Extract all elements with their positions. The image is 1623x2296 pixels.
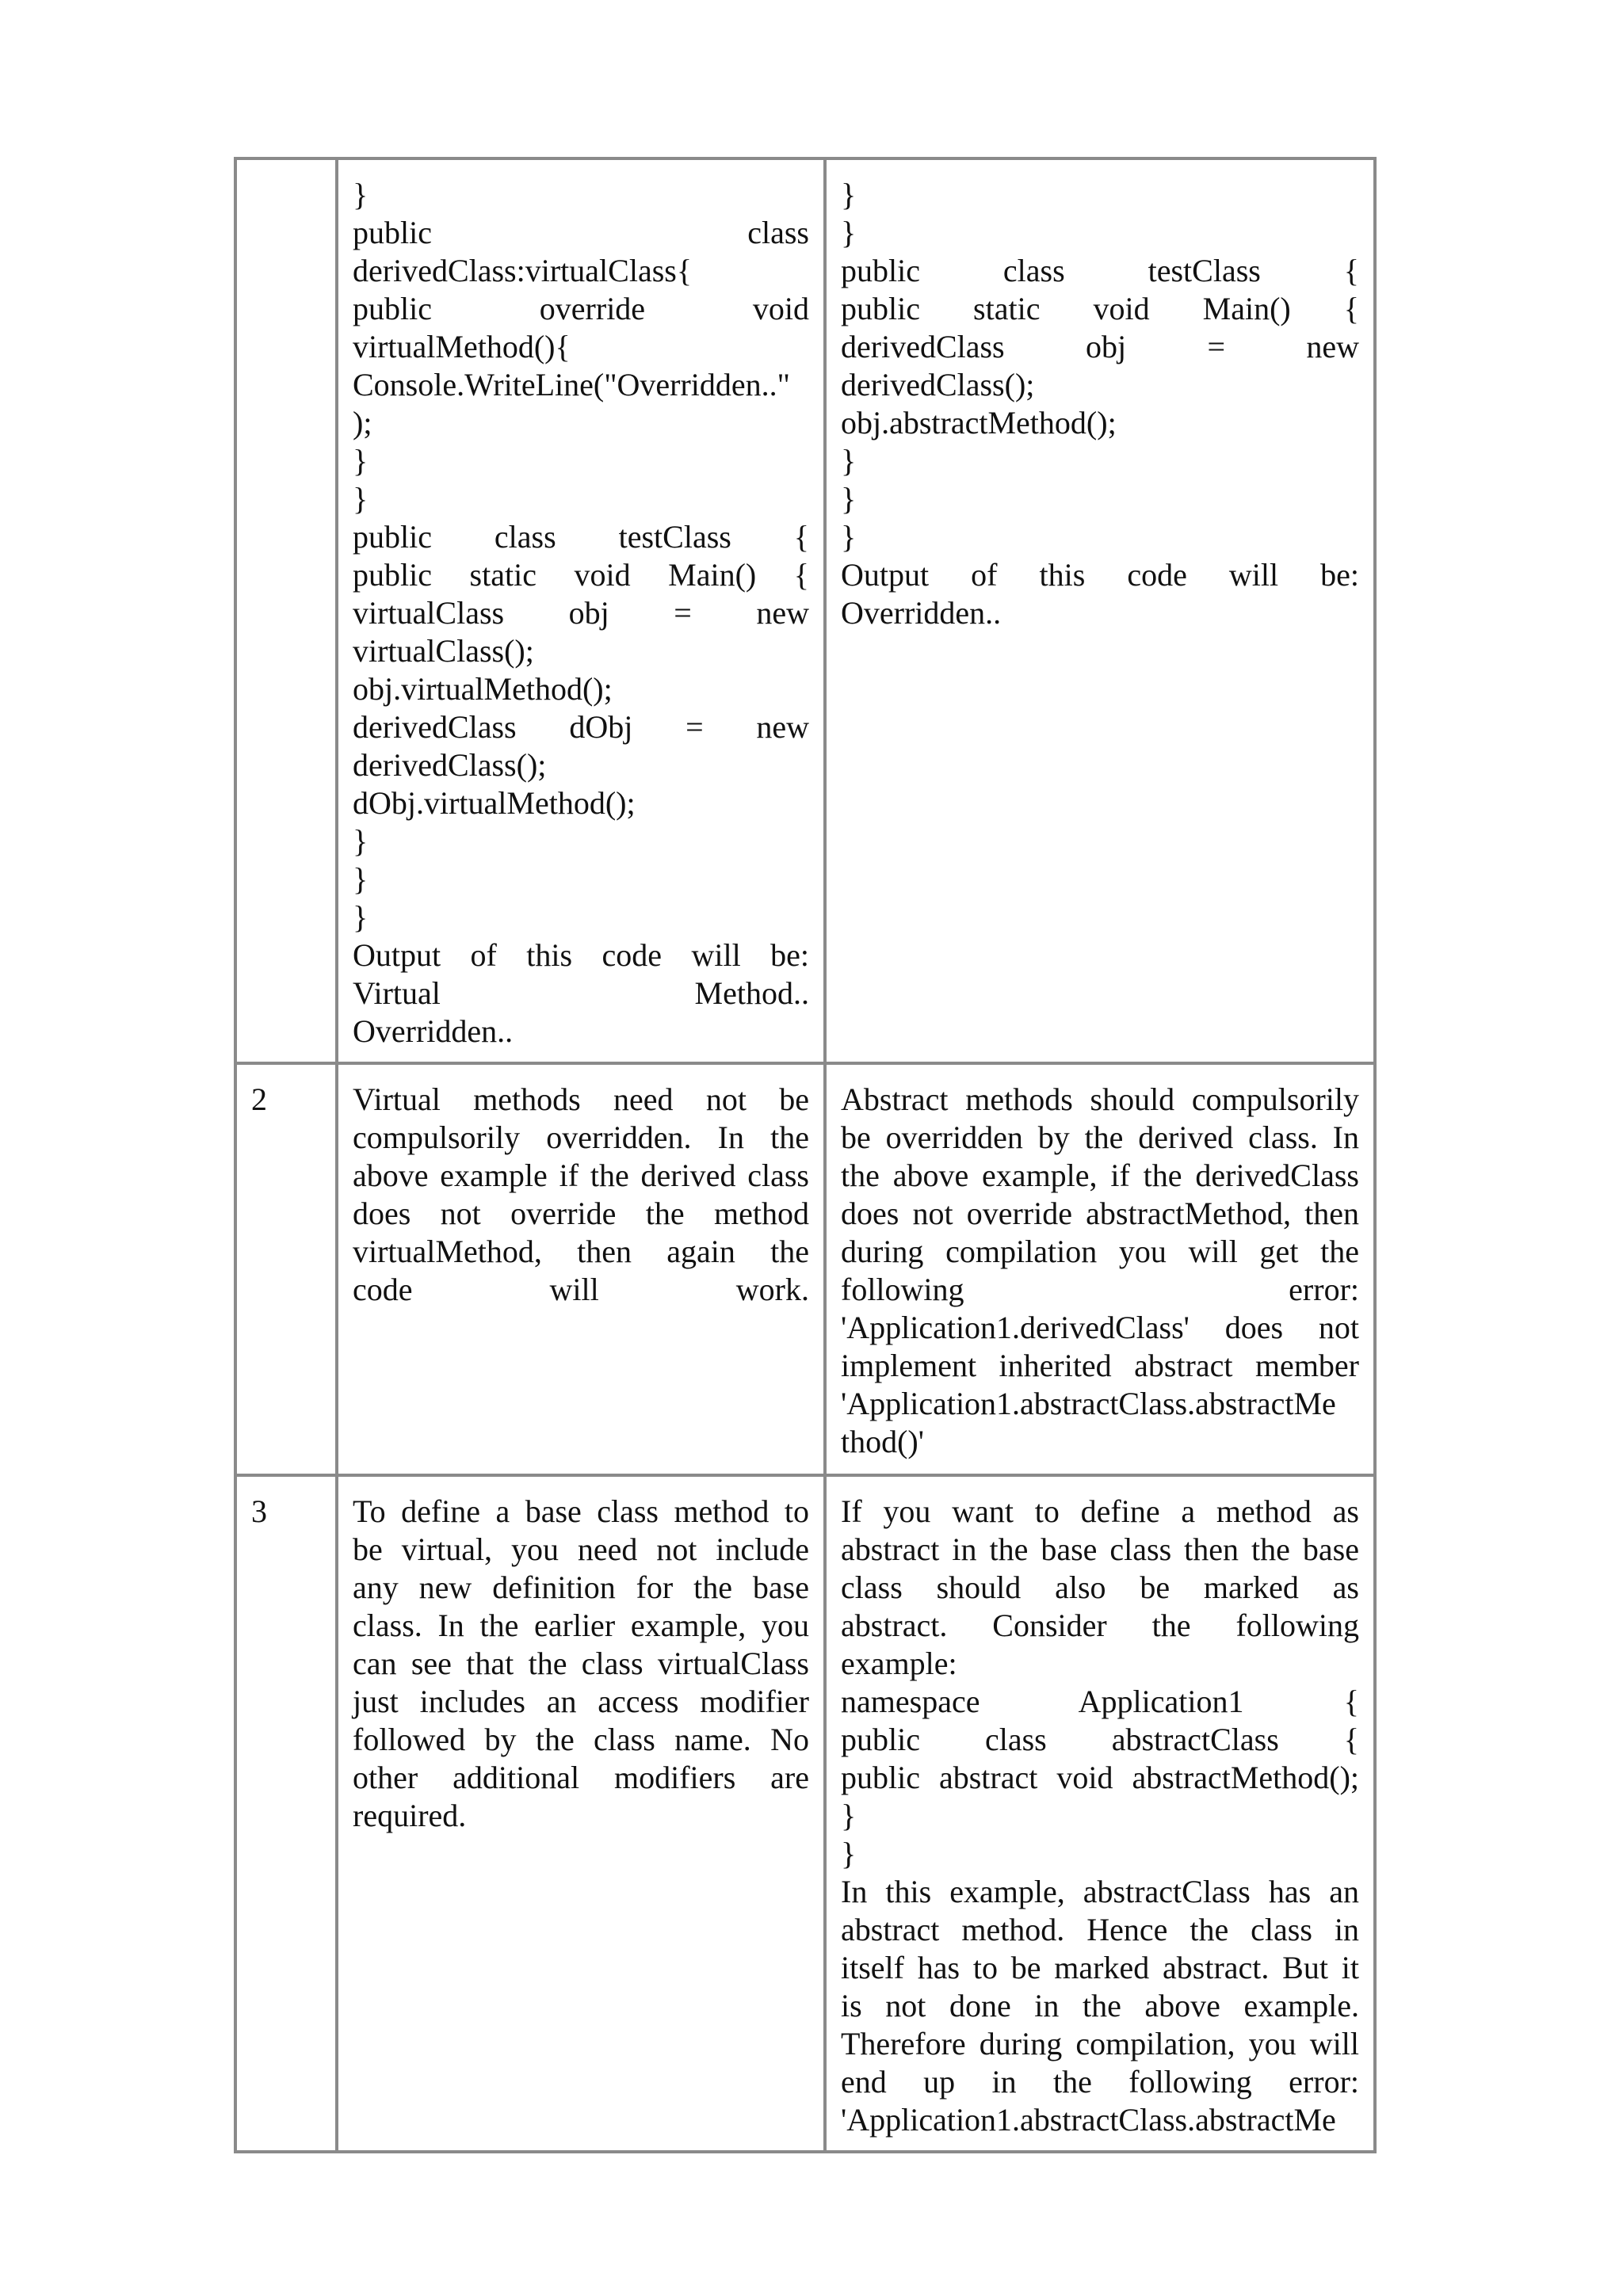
row-number-cell	[235, 1063, 337, 1475]
text-line: during compilation you will get the	[841, 1234, 1359, 1269]
text-line: class. In the earlier example, you	[353, 1608, 809, 1643]
text-line: Overridden..	[841, 595, 1002, 631]
text-line: itself has to be marked abstract. But it	[841, 1950, 1359, 1985]
text-line: does not override the method	[353, 1196, 809, 1231]
table-row	[235, 158, 1375, 1063]
text-line: Output of this code will be:	[353, 937, 809, 973]
row-number: 3	[251, 1493, 267, 1529]
text-line: To define a base class method to	[353, 1493, 809, 1529]
text-line: abstract in the base class then the base	[841, 1531, 1359, 1567]
text-line: }	[353, 899, 369, 935]
text-line: In this example, abstractClass has an	[841, 1874, 1359, 1909]
text-line: Output of this code will be:	[841, 557, 1359, 593]
text-line: class should also be marked as	[841, 1569, 1359, 1605]
text-line: derivedClass obj = new	[841, 329, 1359, 364]
text-line: public class	[353, 215, 809, 250]
text-line: example:	[841, 1646, 957, 1681]
text-line: public class abstractClass {	[841, 1722, 1359, 1757]
text-line: obj.virtualMethod();	[353, 671, 613, 707]
row-number: 2	[251, 1081, 267, 1117]
text-line: required.	[353, 1798, 467, 1833]
text-line: }	[841, 1798, 857, 1833]
text-line: }	[841, 1836, 857, 1871]
text-line: 'Application1.abstractClass.abstractMe	[841, 2102, 1336, 2138]
text-line: 'Application1.abstractClass.abstractMe	[841, 1386, 1336, 1421]
text-line: code will work.	[353, 1272, 809, 1307]
text-line: thod()'	[841, 1424, 924, 1459]
text-line: does not override abstractMethod, then	[841, 1196, 1359, 1231]
text-line: Overridden..	[353, 1013, 514, 1049]
table-row	[235, 1063, 1375, 1475]
abstract-method-cell	[825, 1063, 1375, 1475]
text-line: }	[353, 177, 369, 212]
row-number-cell	[235, 1475, 337, 2152]
text-line: Virtual methods need not be	[353, 1081, 809, 1117]
text-line: compulsorily overridden. In the	[353, 1119, 809, 1155]
text-line: can see that the class virtualClass	[353, 1646, 809, 1681]
text-line: public class testClass {	[353, 519, 809, 555]
text-line: }	[353, 443, 369, 479]
text-line: obj.abstractMethod();	[841, 405, 1117, 441]
text-line: public static void Main() {	[841, 291, 1359, 326]
text-line: public static void Main() {	[353, 557, 809, 593]
text-line: derivedClass dObj = new	[353, 709, 809, 745]
text-line: following error:	[841, 1272, 1359, 1307]
text-line: is not done in the above example.	[841, 1988, 1359, 2023]
text-line: Virtual Method..	[353, 975, 809, 1011]
text-line: }	[841, 481, 857, 517]
text-line: If you want to define a method as	[841, 1493, 1359, 1529]
text-line: 'Application1.derivedClass' does not	[841, 1310, 1359, 1345]
text-line: virtualMethod, then again the	[353, 1234, 809, 1269]
text-line: Console.WriteLine("Overridden.."	[353, 367, 790, 402]
virtual-method-cell	[337, 1475, 825, 2152]
text-line: derivedClass();	[353, 747, 547, 783]
text-line: derivedClass:virtualClass{	[353, 253, 693, 288]
text-line: }	[841, 519, 857, 555]
text-line: Abstract methods should compulsorily	[841, 1081, 1359, 1117]
abstract-method-cell	[825, 1475, 1375, 2152]
text-line: implement inherited abstract member	[841, 1348, 1359, 1383]
text-line: be virtual, you need not include	[353, 1531, 809, 1567]
text-line: abstract. Consider the following	[841, 1608, 1359, 1643]
virtual-method-cell	[337, 158, 825, 1063]
virtual-method-cell	[337, 1063, 825, 1475]
text-line: }	[841, 215, 857, 250]
text-line: }	[353, 861, 369, 897]
text-line: namespace Application1 {	[841, 1684, 1359, 1719]
comparison-table	[234, 157, 1377, 2153]
text-line: }	[353, 481, 369, 517]
table-row	[235, 1475, 1375, 2152]
text-line: public abstract void abstractMethod();	[841, 1760, 1359, 1795]
text-line: be overridden by the derived class. In	[841, 1119, 1359, 1155]
text-line: abstract method. Hence the class in	[841, 1912, 1359, 1947]
text-line: the above example, if the derivedClass	[841, 1158, 1359, 1193]
text-line: }	[841, 177, 857, 212]
text-line: dObj.virtualMethod();	[353, 785, 636, 821]
text-line: just includes an access modifier	[353, 1684, 809, 1719]
text-line: virtualClass obj = new	[353, 595, 809, 631]
text-line: above example if the derived class	[353, 1158, 809, 1193]
abstract-method-cell	[825, 158, 1375, 1063]
text-line: }	[353, 823, 369, 859]
text-line: public override void	[353, 291, 809, 326]
text-line: derivedClass();	[841, 367, 1035, 402]
text-line: public class testClass {	[841, 253, 1359, 288]
text-line: other additional modifiers are	[353, 1760, 809, 1795]
text-line: any new definition for the base	[353, 1569, 809, 1605]
text-line: virtualClass();	[353, 633, 534, 669]
text-line: );	[353, 405, 372, 441]
text-line: }	[841, 443, 857, 479]
text-line: end up in the following error:	[841, 2064, 1359, 2100]
text-line: Therefore during compilation, you will	[841, 2026, 1359, 2061]
row-number-cell	[235, 158, 337, 1063]
text-line: virtualMethod(){	[353, 329, 571, 364]
text-line: followed by the class name. No	[353, 1722, 809, 1757]
